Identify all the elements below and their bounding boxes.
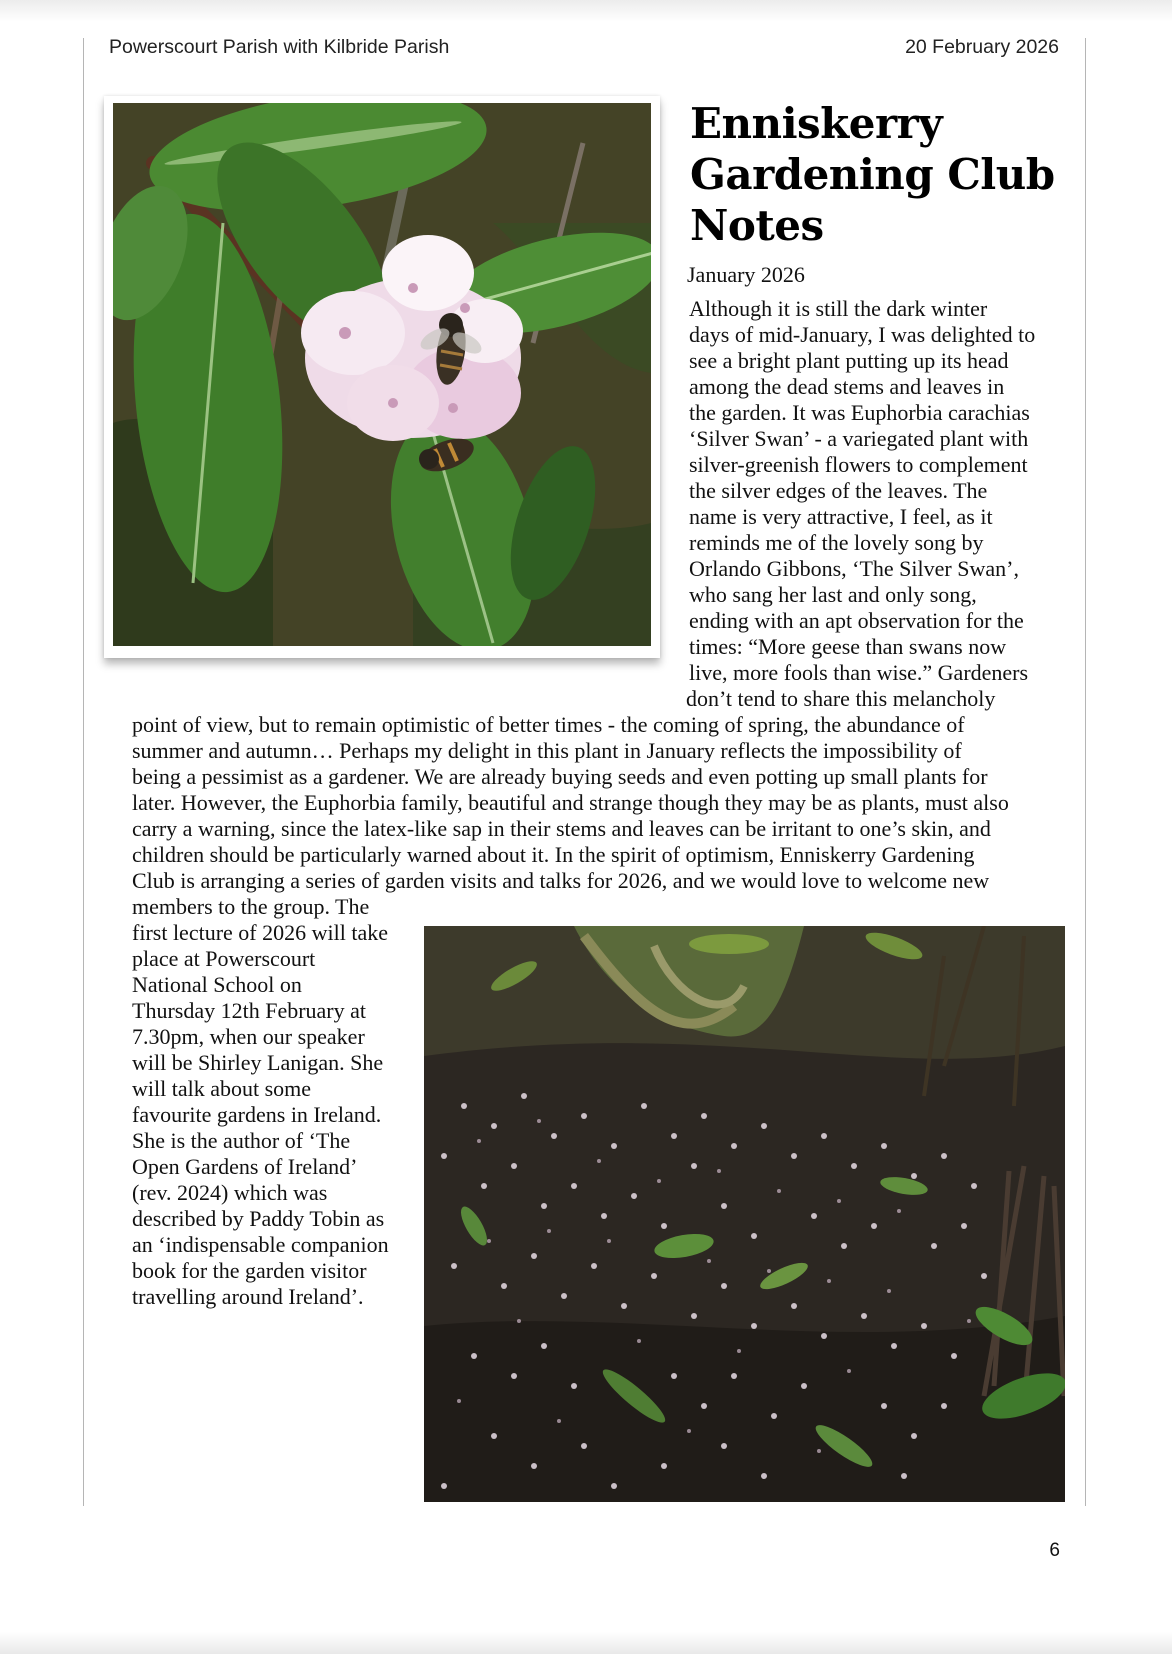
body-line: the silver edges of the leaves. The xyxy=(689,478,988,503)
body-line: don’t tend to share this melancholy xyxy=(686,686,996,711)
article-title xyxy=(690,98,1070,251)
header-date: 20 February 2026 xyxy=(905,36,1059,58)
body-line: summer and autumn… Perhaps my delight in this plant in January reflects the impossibility of xyxy=(132,738,962,763)
body-line: silver-greenish flowers to complement xyxy=(689,452,1028,477)
title-line: Notes xyxy=(690,201,824,250)
body-line: the garden. It was Euphorbia carachias xyxy=(689,400,1030,425)
body-line: name is very attractive, I feel, as it xyxy=(689,504,993,529)
body-line: travelling around Ireland’. xyxy=(132,1284,364,1309)
body-line: live, more fools than wise.” Gardeners xyxy=(689,660,1029,685)
title-line: Gardening Club xyxy=(690,150,1055,199)
photo-daphne-blossom-frame xyxy=(104,96,660,658)
body-line: Thursday 12th February at xyxy=(132,998,366,1023)
page-top-shadow xyxy=(0,0,1172,22)
body-line: Orlando Gibbons, ‘The Silver Swan’, xyxy=(689,556,1019,581)
body-line: Club is arranging a series of garden visits and talks for 2026, and we would love to welcome new xyxy=(132,868,990,893)
body-line: members to the group. The xyxy=(132,894,370,919)
body-line: who sang her last and only song, xyxy=(689,582,977,607)
body-line: children should be particularly warned about it. In the spirit of optimism, Enniskerry Gardening xyxy=(132,842,975,867)
body-line: carry a warning, since the latex-like sap in their stems and leaves can be irritant to one’s skin, and xyxy=(132,816,991,841)
body-line: days of mid-January, I was delighted to xyxy=(689,322,1036,347)
body-line: She is the author of ‘The xyxy=(132,1128,351,1153)
page-number: 6 xyxy=(1049,1540,1060,1561)
body-line: ‘Silver Swan’ - a variegated plant with xyxy=(689,426,1029,451)
photo-daphne-blossom-with-bees xyxy=(113,103,651,646)
body-line: being a pessimist as a gardener. We are already buying seeds and even potting up small plants for xyxy=(132,764,988,789)
article-date: January 2026 xyxy=(687,262,805,287)
body-line: point of view, but to remain optimistic of better times - the coming of spring, the abundance of xyxy=(132,712,965,737)
body-line: later. However, the Euphorbia family, beautiful and strange though they may be as plants, must also xyxy=(132,790,1009,815)
body-line: will talk about some xyxy=(132,1076,312,1101)
body-line: times: “More geese than swans now xyxy=(689,634,1007,659)
body-line: an ‘indispensable companion xyxy=(132,1232,389,1257)
body-line: first lecture of 2026 will take xyxy=(132,920,388,945)
body-line: place at Powerscourt xyxy=(132,946,316,971)
page-bottom-shadow xyxy=(0,1632,1172,1654)
body-line: described by Paddy Tobin as xyxy=(132,1206,385,1231)
body-line: Open Gardens of Ireland’ xyxy=(132,1154,358,1179)
body-line: see a bright plant putting up its head xyxy=(689,348,1009,373)
right-margin-rule xyxy=(1085,38,1086,1506)
body-line: favourite gardens in Ireland. xyxy=(132,1102,382,1127)
body-line: will be Shirley Lanigan. She xyxy=(132,1050,384,1075)
body-line: Although it is still the dark winter xyxy=(689,296,988,321)
body-line: National School on xyxy=(132,972,302,997)
header-parish-name: Powerscourt Parish with Kilbride Parish xyxy=(109,36,450,58)
body-line: (rev. 2024) which was xyxy=(132,1180,328,1205)
body-line: 7.30pm, when our speaker xyxy=(132,1024,365,1049)
body-line: book for the garden visitor xyxy=(132,1258,367,1283)
photo-fallen-blossoms-on-soil xyxy=(424,926,1065,1502)
title-line: Enniskerry xyxy=(690,99,943,148)
body-line: reminds me of the lovely song by xyxy=(689,530,984,555)
body-line: among the dead stems and leaves in xyxy=(689,374,1005,399)
body-line: ending with an apt observation for the xyxy=(689,608,1024,633)
left-margin-rule xyxy=(83,38,84,1506)
